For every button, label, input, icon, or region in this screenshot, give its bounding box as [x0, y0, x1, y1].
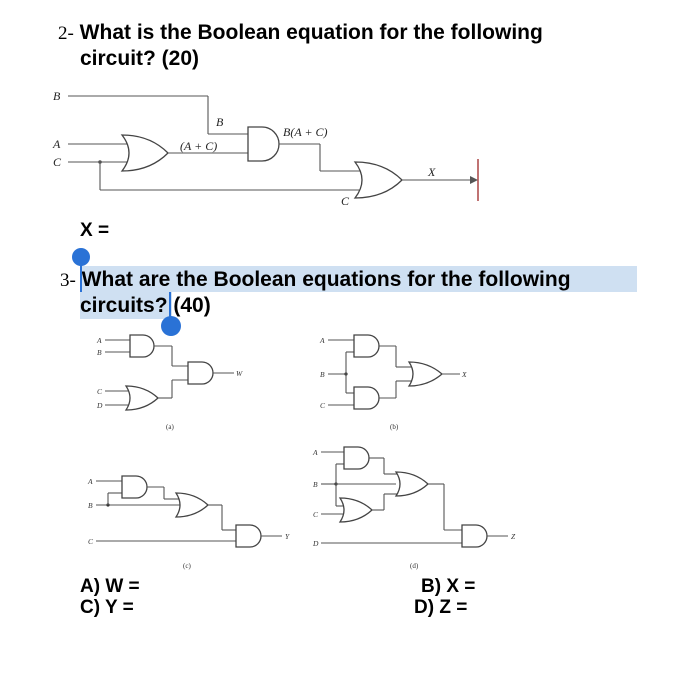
question-2-text-1: What is the Boolean equation for the following — [79, 21, 543, 44]
answer-x: B) X = — [421, 576, 476, 597]
circuit-a — [96, 335, 243, 431]
circuit-c-and-2 — [236, 525, 261, 547]
question-3-number: 3- — [60, 270, 76, 291]
circuit-d — [312, 447, 516, 570]
answer-x-q2: X = — [80, 220, 110, 241]
circuit-b-input-c: C — [320, 401, 326, 410]
label-x: X — [428, 165, 436, 179]
answer-w: A) W = — [80, 576, 140, 597]
circuit-c-output: Y — [285, 532, 290, 541]
circuit-b-and-1 — [354, 335, 379, 357]
circuit-a-and-1 — [130, 335, 154, 357]
circuit-c — [87, 476, 290, 570]
circuit-c-input-b: B — [88, 501, 93, 510]
circuit-c-caption: (c) — [183, 562, 191, 570]
circuit-d-or-2 — [396, 472, 428, 496]
circuit-b-or — [409, 362, 442, 386]
answer-z: D) Z = — [414, 597, 468, 618]
circuit-d-and-2 — [462, 525, 487, 547]
circuit-b-caption: (b) — [390, 423, 399, 431]
circuit-c-input-c: C — [88, 537, 94, 546]
circuit-d-or-1 — [340, 498, 372, 522]
label-b: B — [53, 89, 61, 103]
circuit-b-and-2 — [354, 387, 379, 409]
answer-y: C) Y = — [80, 597, 134, 618]
circuit-a-caption: (a) — [166, 423, 174, 431]
circuit-d-input-b: B — [313, 480, 318, 489]
question-3-selected-text[interactable]: circuits? — [80, 294, 168, 317]
label-or-out: (A + C) — [180, 139, 218, 153]
circuit-a-and-2 — [188, 362, 213, 384]
question-2-line-2: circuit? (20) — [80, 47, 200, 70]
circuit-a-output: W — [236, 369, 243, 378]
circuit-d-caption: (d) — [410, 562, 419, 570]
circuit-d-input-c: C — [313, 510, 319, 519]
circuit-c-or — [176, 493, 208, 517]
label-c-feed: C — [341, 194, 350, 208]
circuit-b-input-a: A — [320, 336, 325, 345]
circuit-a-input-c: C — [97, 387, 103, 396]
circuit-d-output: Z — [511, 532, 516, 541]
question-3-text-2: (40) — [173, 294, 211, 317]
circuit-a-or-1 — [126, 386, 158, 410]
circuit-b-output: X — [462, 370, 467, 379]
circuit-c-and-1 — [122, 476, 147, 498]
circuit-b-input-b: B — [320, 370, 325, 379]
circuit-d-input-a: A — [313, 448, 318, 457]
circuit-a-input-b: B — [97, 348, 102, 357]
circuit-b — [319, 335, 467, 431]
question-2-number: 2- — [58, 23, 74, 44]
label-and-out: B(A + C) — [283, 125, 328, 139]
circuit-d-and-1 — [344, 447, 369, 469]
circuit-d-input-d: D — [313, 539, 319, 548]
circuit-a-input-a: A — [97, 336, 102, 345]
circuit-c-input-a: A — [88, 477, 93, 486]
label-a: A — [53, 137, 61, 151]
label-c: C — [53, 155, 62, 169]
label-and-b: B — [216, 115, 224, 129]
question-3-text-1: What are the Boolean equations for the following — [81, 268, 571, 291]
circuit-a-input-d: D — [97, 401, 103, 410]
